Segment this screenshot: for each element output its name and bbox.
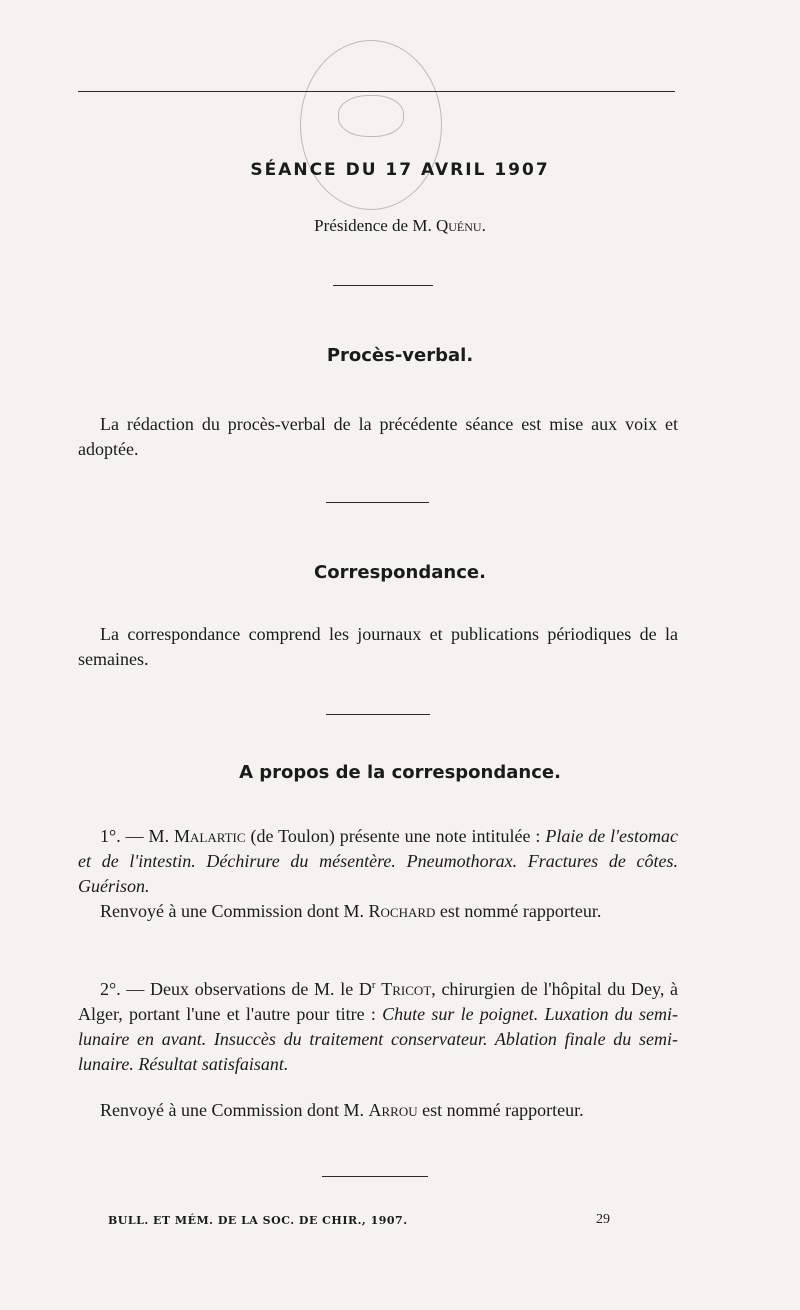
item-1-rapporteur: Rochard — [368, 901, 436, 921]
item-2-renvoi — [78, 1098, 678, 1123]
stamp-emblem — [338, 95, 404, 137]
footer-journal: BULL. ET MÉM. DE LA SOC. DE CHIR., 1907. — [108, 1214, 408, 1227]
presidence-line — [0, 216, 800, 236]
separator-2 — [326, 502, 429, 503]
item-2 — [78, 973, 678, 1077]
item-2-renvoi-prefix: Renvoyé à une Commission dont M. — [100, 1100, 369, 1120]
proces-verbal-text: La rédaction du procès-verbal de la précédente séance est mise aux voix et adoptée. — [78, 414, 678, 459]
president-name: Quénu — [435, 216, 482, 235]
separator-1 — [333, 285, 433, 286]
presidence-suffix: . — [481, 216, 486, 235]
page-number: 29 — [596, 1212, 610, 1227]
item-2-prefix: 2°. — Deux observations de M. le D — [100, 979, 372, 999]
item-1-renvoi-prefix: Renvoyé à une Commission dont M. — [100, 901, 369, 921]
item-2-renvoi-suffix: est nommé rapporteur. — [417, 1100, 584, 1120]
item-1-renvoi — [78, 899, 678, 924]
item-2-title: Chute sur le poignet. Luxation du semi-lunaire en avant. Insuccès du traitement conservateur. Ablation finale du semi-lunaire. Résultat satisfaisant. — [78, 1004, 679, 1074]
item-2-author: Tricot — [381, 979, 432, 999]
item-2-rapporteur: Arrou — [368, 1100, 418, 1120]
item-1-title: Plaie de l'estomac et de l'intestin. Déchirure du mésentère. Pneumothorax. Fractures de côtes. Guérison. — [78, 826, 679, 896]
separator-4 — [322, 1176, 428, 1177]
heading-proces-verbal: Procès-verbal. — [326, 345, 474, 366]
separator-3 — [326, 714, 430, 715]
item-2-after-author: , chirurgien de l'hôpital du Dey, à Alger, portant l'une et l'autre pour titre : — [78, 979, 679, 1024]
item-1-author: Malartic — [174, 826, 246, 846]
item-2-dr-sup: r — [371, 979, 376, 991]
heading-correspondance: Correspondance. — [314, 562, 486, 583]
item-1-after-author: (de Toulon) présente une note intitulée : — [245, 826, 541, 846]
session-title: SÉANCE DU 17 AVRIL 1907 — [250, 160, 550, 180]
correspondance-text: La correspondance comprend les journaux et publications périodiques de la semaines. — [78, 624, 678, 669]
item-1-prefix: 1°. — M. — [100, 826, 174, 846]
presidence-prefix: Présidence de M. — [314, 216, 436, 235]
item-1-renvoi-suffix: est nommé rapporteur. — [435, 901, 602, 921]
heading-a-propos: A propos de la correspondance. — [239, 762, 561, 783]
item-1 — [78, 824, 678, 899]
